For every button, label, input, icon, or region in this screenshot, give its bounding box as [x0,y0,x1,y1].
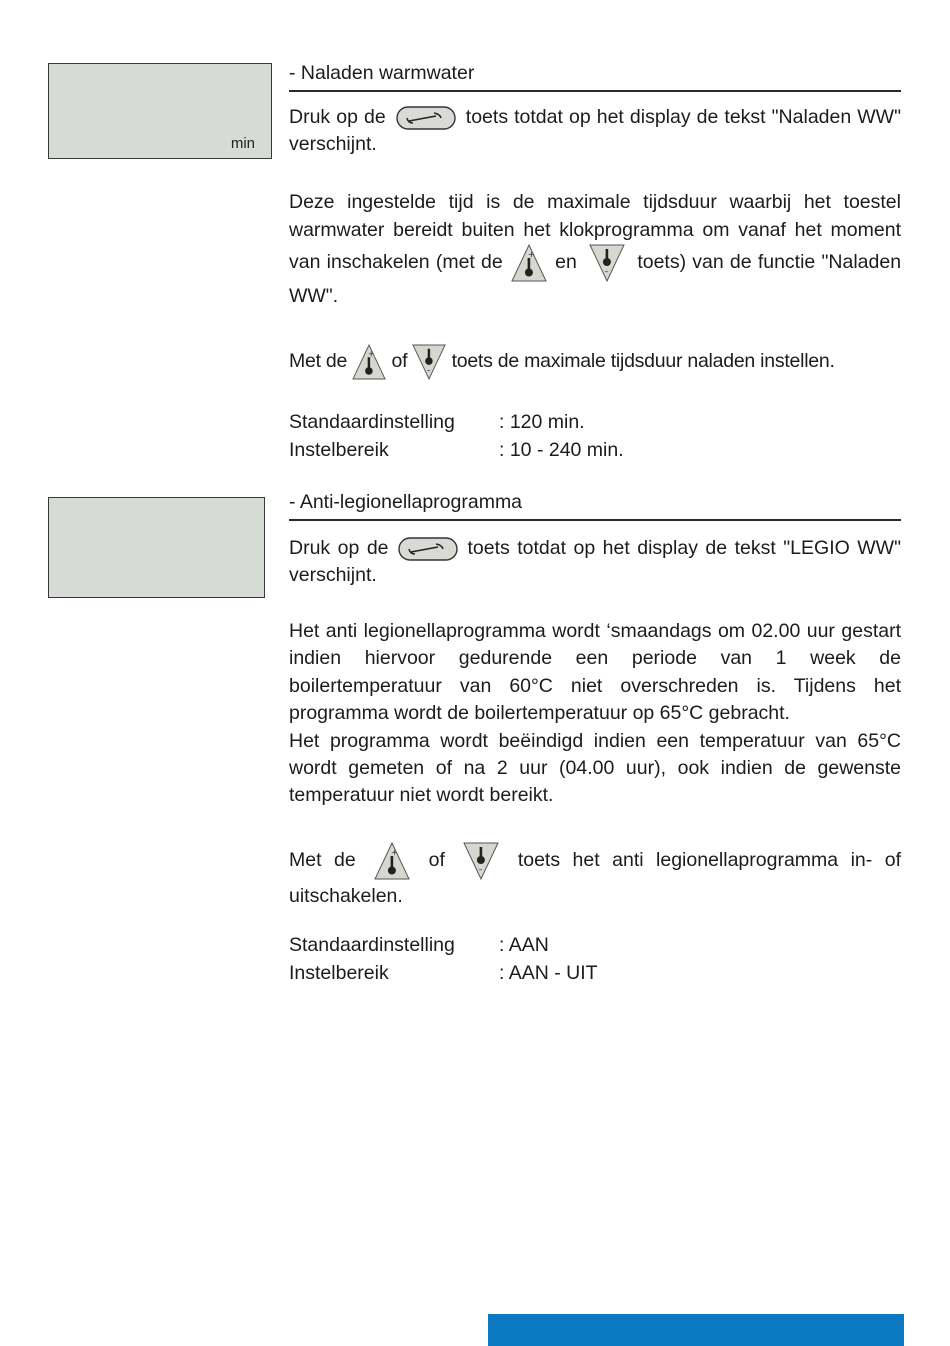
section-title-naladen: - Naladen warmwater [289,61,901,92]
section-title-legionella: - Anti-legionellaprogramma [289,490,901,521]
paragraph-naladen-press: Druk op de toets totdat op het display de tekst "Naladen WW" verschijnt. [289,106,901,156]
setting-value: : AAN [499,934,549,956]
setting-value: : 10 - 240 min. [499,438,624,461]
paragraph-legionella-press: Druk op de toets totdat op het display de tekst "LEGIO WW" verschijnt. [289,537,901,587]
temperature-up-icon [352,344,386,380]
temperature-up-icon [511,244,547,282]
temperature-down-icon [412,344,446,380]
setting-label: Standaardinstelling [289,411,455,433]
temperature-up-icon [374,842,410,880]
lcd-display-legionella [48,497,265,598]
paragraph-legionella-toggle: Met de of toets het anti legionellaprogramma in- of uitschakelen. [289,842,901,912]
setting-label: Instelbereik [289,438,389,461]
setting-label: Standaardinstelling [289,934,455,956]
paragraph-naladen-description: Deze ingestelde tijd is de maximale tijdsduur waarbij het toestel warmwater bereidt buiten het klokprogramma om vanaf het moment van inschakelen (met de en toets) van de functie "Naladen WW". [289,191,902,307]
wrench-button-icon [398,537,458,561]
setting-value: : AAN - UIT [499,961,598,984]
setting-label: Instelbereik [289,961,389,984]
footer-color-bar [488,1314,904,1346]
paragraph-legionella-description: Het anti legionellaprogramma wordt ‘smaandags om 02.00 uur gestart indien hiervoor gedurende een periode van 1 week de boilertemperatuur van 60°C niet overschreden is. Tijdens het programma wordt de boilertemperatuur op 65°C gebracht. Het programma wordt beëindigd indien een temperatuur van 65°C wordt gemeten of na 2 uur (04.00 uur), ook indien de gewenste temperatuur niet wordt bereikt. [289,620,901,807]
temperature-down-icon [589,244,625,282]
paragraph-naladen-adjust: Met de of toets de maximale tijdsduur naladen instellen. [289,344,901,380]
lcd-display-naladen [48,63,272,159]
temperature-down-icon [463,842,499,880]
wrench-button-icon [396,106,456,130]
setting-value: : 120 min. [499,411,585,433]
lcd-unit-label: min [230,135,255,152]
